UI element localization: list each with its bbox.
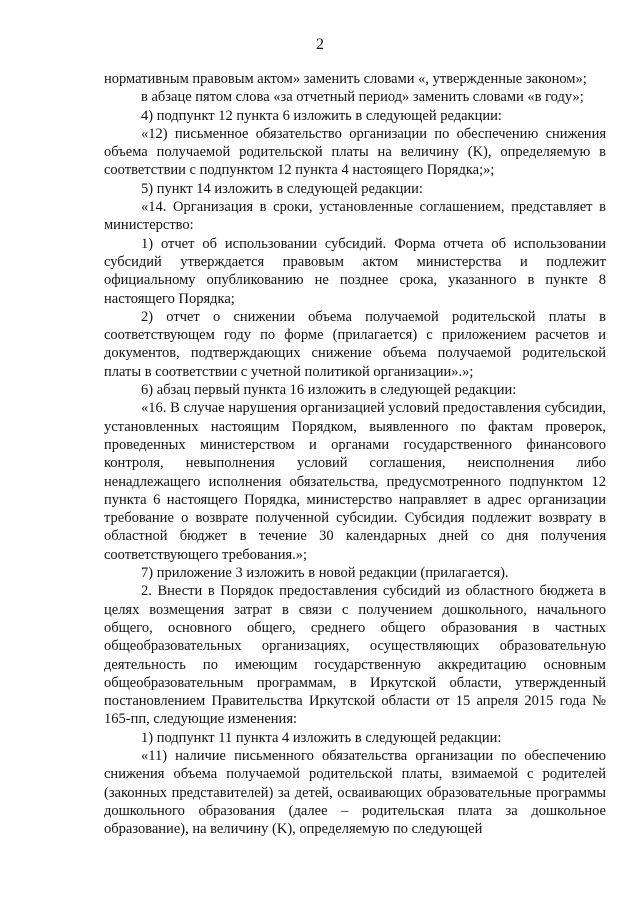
paragraph: 5) пункт 14 изложить в следующей редакции: — [141, 180, 423, 197]
paragraph: 1) отчет об использовании субсидий. Форма отчета об использовании субсидий утверждается правовым актом министерства и подлежит официальному опубликованию не позднее срока, указанного в пункте 8 настоящего Порядка; — [104, 235, 606, 307]
paragraph: 2) отчет о снижении объема получаемой родительской платы в соответствующем году по форме (прилагается) с приложением расчетов и документов, подтверждающих снижение объема получаемой родительской платы в соответствии с учетной политикой организации».»; — [104, 308, 606, 380]
paragraph: 2. Внести в Порядок предоставления субсидий из областного бюджета в целях возмещения затрат в связи с получением дошкольного, начального общего, основного общего, среднего общего образования в частных общеобразовательных организациях, осуществляющих образовательную деятельность по имеющим государственную аккредитацию основным общеобразовательным программам, в Иркутской области, утвержденный постановлением Правительства Иркутской области от 15 апреля 2015 года № 165-пп, следующие изменения: — [104, 583, 606, 728]
paragraph: 1) подпункт 11 пункта 4 изложить в следующей редакции: — [141, 729, 502, 746]
paragraph: в абзаце пятом слова «за отчетный период» заменить словами «в году»; — [141, 89, 584, 106]
document-body — [104, 70, 606, 838]
paragraph: «16. В случае нарушения организацией условий предоставления субсидии, установленных настоящим Порядком, выявленного по фактам проверок, проведенных министерством и органами государственного финансового контроля, невыполнения условий соглашения, неисполнения либо ненадлежащего исполнения обязательства, предусмотренного подпунктом 12 пункта 6 настоящего Порядка, министерство направляет в адрес организации требование о возврате полученной субсидии. Субсидия подлежит возврату в областной бюджет в течение 30 календарных дней со дня получения соответствующего требования.»; — [104, 400, 606, 563]
paragraph: 7) приложение 3 изложить в новой редакции (прилагается). — [141, 565, 509, 582]
page-number: 2 — [316, 36, 324, 53]
paragraph: «12) письменное обязательство организации по обеспечению снижения объема получаемой родительской платы на величину (K), определяемую в соответствии с подпунктом 12 пункта 4 настоящего Порядка;»; — [104, 125, 606, 179]
paragraph: 6) абзац первый пункта 16 изложить в следующей редакции: — [141, 382, 517, 399]
paragraph: «11) наличие письменного обязательства организации по обеспечению снижения объема получаемой родительской платы, взимаемой с родителей (законных представителей) за детей, осваивающих образовательные программы дошкольного образования (далее – родительская плата за дошкольное образование), на величину (K), определяемую по следующей — [104, 747, 606, 838]
paragraph: 4) подпункт 12 пункта 6 изложить в следующей редакции: — [141, 107, 502, 124]
paragraph: нормативным правовым актом» заменить словами «, утвержденные законом»; — [104, 71, 587, 87]
paragraph: «14. Организация в сроки, установленные соглашением, представляет в министерство: — [104, 199, 606, 234]
